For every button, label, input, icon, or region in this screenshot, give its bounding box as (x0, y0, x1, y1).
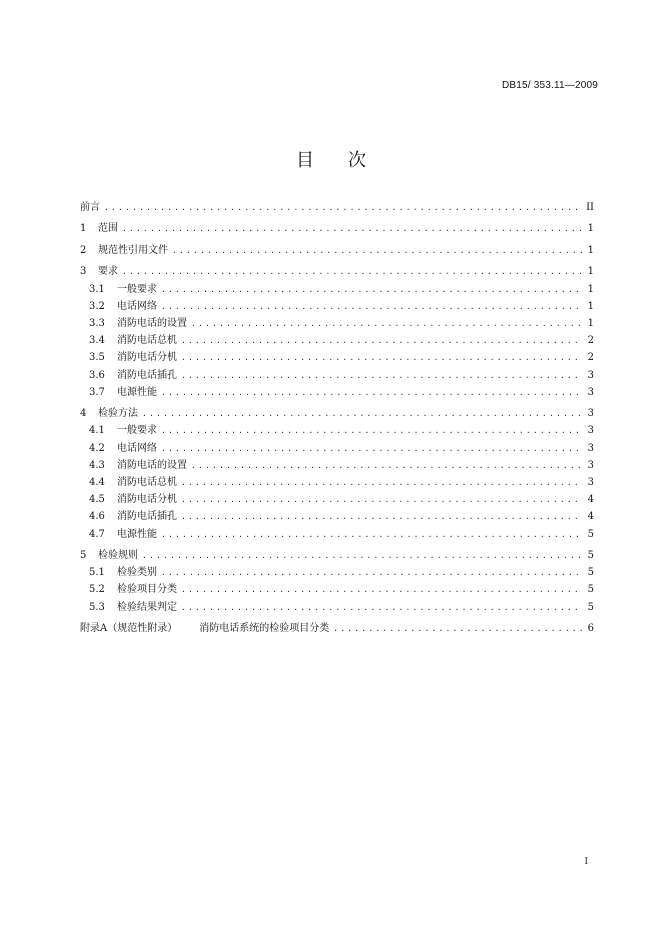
toc-dot-leader (161, 384, 582, 401)
toc-entry-label: 电源性能 (117, 386, 157, 398)
toc-entry[interactable] (80, 315, 594, 332)
toc-entry-page: 5 (587, 567, 594, 579)
toc-entry-number: 5.3 (89, 601, 105, 613)
toc-dot-leader (181, 367, 582, 384)
toc-entry-label: 前言 (80, 202, 100, 213)
toc-entry-page: 3 (587, 459, 594, 471)
toc-dot-leader (181, 332, 582, 349)
toc-entry-label: 消防电话分机 (117, 494, 177, 506)
toc-entry-page: 5 (587, 584, 594, 596)
toc-entry[interactable] (80, 526, 594, 543)
toc-entry-page: 3 (587, 369, 594, 381)
toc-entry-label: 范围 (98, 223, 118, 235)
toc-entry[interactable] (80, 298, 594, 315)
toc-dot-leader (122, 220, 582, 237)
toc-entry-label: 消防电话的设置 (117, 459, 187, 471)
toc-entry[interactable] (80, 620, 594, 637)
toc-dot-leader (161, 281, 582, 298)
toc-entry-page: 4 (587, 494, 594, 506)
toc-entry-label: 检验规则 (98, 550, 138, 562)
toc-entry-page: 3 (587, 408, 594, 420)
toc-entry-number: 5 (80, 550, 87, 562)
toc-entry-number: 3.5 (89, 352, 105, 364)
toc-entry[interactable] (80, 405, 594, 422)
toc-entry-number: 附录A（规范性附录） (80, 623, 178, 635)
toc-entry-page: 1 (587, 300, 594, 312)
toc-entry-label: 电话网络 (117, 300, 157, 312)
toc-entry-label: 规范性引用文件 (98, 244, 168, 256)
toc-title-char-1: 目 (296, 150, 314, 171)
toc-entry-page: 3 (587, 442, 594, 454)
toc-entry[interactable] (80, 547, 594, 564)
toc-entry[interactable] (80, 281, 594, 298)
toc-entry-page: 2 (587, 335, 594, 347)
toc-entry[interactable] (80, 564, 594, 581)
toc-entry-page: 1 (587, 223, 594, 235)
toc-entry[interactable] (80, 599, 594, 616)
toc-entry-page: 1 (587, 266, 594, 278)
toc-dot-leader (161, 298, 582, 315)
toc-dot-leader (181, 581, 582, 598)
toc-dot-leader (142, 405, 582, 422)
toc-entry-label: 消防电话分机 (117, 352, 177, 364)
toc-entry-number: 5.1 (89, 567, 105, 579)
toc-entry-number: 4.2 (89, 442, 105, 454)
toc-entry-label: 检验方法 (98, 408, 138, 420)
toc-entry-label: 一般要求 (117, 425, 157, 437)
toc-entry-number: 1 (80, 223, 87, 235)
toc-entry-label: 消防电话的设置 (117, 318, 187, 330)
toc-entry-page: 2 (587, 352, 594, 364)
toc-entry-number: 3.1 (89, 283, 105, 295)
toc-entry-label: 检验类别 (117, 567, 157, 579)
toc-entry-number: 4.1 (89, 425, 105, 437)
toc-title (0, 146, 662, 172)
toc-title-char-2: 次 (348, 150, 366, 171)
toc-dot-leader (161, 564, 582, 581)
toc-entry[interactable] (80, 491, 594, 508)
toc-entry-number: 3.2 (89, 300, 105, 312)
toc-entry-page: 4 (587, 511, 594, 523)
toc-entry[interactable] (80, 422, 594, 439)
toc-entry-label: 一般要求 (117, 283, 157, 295)
table-of-contents (80, 199, 594, 637)
page-number: I (584, 857, 588, 867)
toc-entry-number: 3.4 (89, 335, 105, 347)
toc-dot-leader (191, 315, 582, 332)
toc-entry-label: 检验结果判定 (117, 601, 177, 613)
toc-entry[interactable] (80, 199, 594, 216)
toc-entry[interactable] (80, 263, 594, 280)
toc-entry-label: 消防电话插孔 (117, 369, 177, 381)
toc-entry-label: 检验项目分类 (117, 584, 177, 596)
toc-entry[interactable] (80, 474, 594, 491)
toc-entry-page: 5 (587, 528, 594, 540)
toc-entry-number: 4.6 (89, 511, 105, 523)
toc-entry-label: 电话网络 (117, 442, 157, 454)
toc-entry-label: 消防电话总机 (117, 335, 177, 347)
toc-entry-number: 4.4 (89, 477, 105, 488)
toc-entry-label: 消防电话系统的检验项目分类 (199, 623, 330, 635)
toc-dot-leader (181, 599, 582, 616)
toc-entry-page: 5 (587, 601, 594, 613)
toc-dot-leader (181, 508, 582, 525)
toc-entry-label: 电源性能 (117, 528, 157, 540)
toc-dot-leader (142, 547, 582, 564)
toc-dot-leader (161, 422, 582, 439)
toc-entry-page: 3 (587, 425, 594, 437)
toc-entry[interactable] (80, 367, 594, 384)
toc-entry-page: 3 (587, 386, 594, 398)
toc-entry[interactable] (80, 349, 594, 366)
toc-entry-number: 2 (80, 244, 87, 256)
toc-entry-number: 3.6 (89, 369, 105, 381)
toc-dot-leader (161, 526, 582, 543)
toc-entry-label: 消防电话插孔 (117, 511, 177, 523)
toc-entry[interactable] (80, 457, 594, 474)
toc-dot-leader (161, 440, 582, 457)
toc-entry-page: 6 (587, 623, 594, 635)
toc-entry-page: II (586, 202, 594, 213)
toc-entry[interactable] (80, 220, 594, 237)
toc-entry-page: 1 (587, 283, 594, 295)
toc-entry-label: 消防电话总机 (117, 477, 177, 488)
toc-entry-page: 1 (587, 318, 594, 330)
toc-entry-number: 3.3 (89, 318, 105, 330)
toc-dot-leader (333, 620, 582, 637)
toc-entry-number: 3.7 (89, 386, 105, 398)
toc-dot-leader (191, 457, 582, 474)
toc-dot-leader (172, 242, 582, 259)
toc-entry-label: 要求 (98, 266, 118, 278)
toc-entry[interactable] (80, 508, 594, 525)
toc-entry[interactable] (80, 581, 594, 598)
toc-entry-page: 3 (587, 477, 594, 488)
toc-entry-page: 5 (587, 550, 594, 562)
toc-dot-leader (104, 199, 582, 216)
toc-entry-number: 3 (80, 266, 87, 278)
toc-entry-number: 4.3 (89, 459, 105, 471)
toc-dot-leader (181, 474, 582, 491)
toc-entry[interactable] (80, 332, 594, 349)
toc-entry-number: 5.2 (89, 584, 105, 596)
toc-entry-number: 4.5 (89, 494, 105, 506)
document-code: DB15/ 353.11—2009 (501, 80, 598, 91)
toc-entry[interactable] (80, 440, 594, 457)
toc-dot-leader (181, 491, 582, 508)
toc-dot-leader (122, 263, 582, 280)
toc-entry-page: 1 (587, 244, 594, 256)
toc-entry[interactable] (80, 384, 594, 401)
toc-entry[interactable] (80, 242, 594, 259)
toc-dot-leader (181, 349, 582, 366)
toc-entry-number: 4.7 (89, 528, 105, 540)
toc-entry-number: 4 (80, 408, 87, 420)
